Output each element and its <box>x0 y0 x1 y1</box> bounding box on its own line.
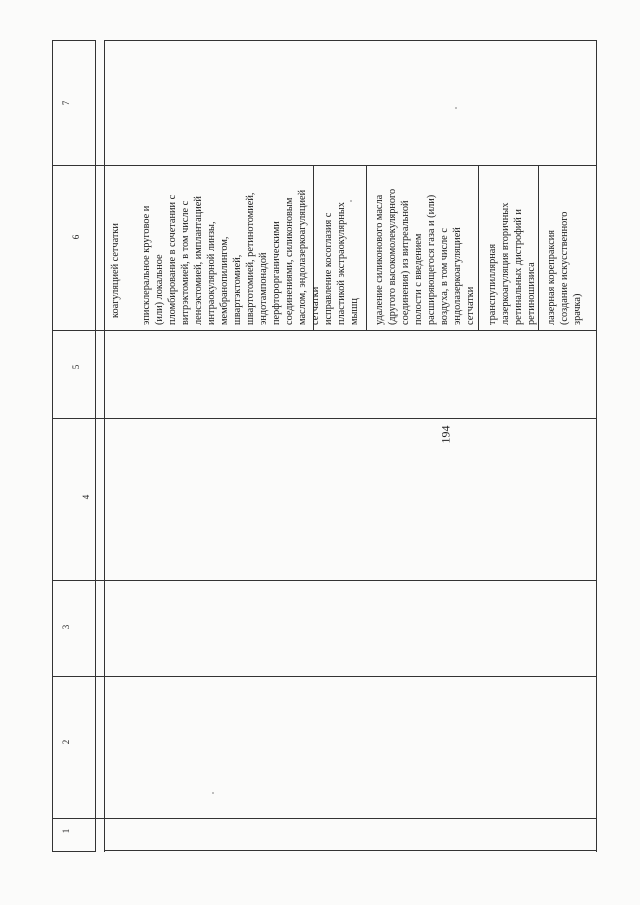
column-number-7: 7 <box>61 100 71 106</box>
cell-scleral-buckling: эписклеральное круговое и (или) локальное пломбирование в сочетании с витрэктомией, в том числе с ленсэктомией, имплантацией интраокулярной линзы, мембранопилингом, швартэктомией, швартотомией, ретинотомией, эндотампонадой перфторорганическими соединениями, силиконовым маслом, эндолазеркоагуляцией сетчатки <box>141 189 321 325</box>
column-number-4: 4 <box>81 494 91 500</box>
column-number-1: 1 <box>61 828 71 834</box>
scan-speck <box>455 107 457 109</box>
cell-silicone-oil-removal: удаление силиконового масла (другого высокомолекулярного соединения) из витреальной полости с введением расширяющегося газа и (или) воздуха, в том числе с эндолазеркоагуляцией сетчатки <box>374 188 476 325</box>
column-number-5: 5 <box>71 364 81 370</box>
column-number-2: 2 <box>61 739 71 745</box>
cell-transpupillary-laser: транспупиллярная лазеркоагуляция вторичных ретинальных дистрофий и ретиношизиса <box>487 202 537 325</box>
scan-speck <box>350 200 352 202</box>
cell-strabismus-correction: исправление косоглазия с пластикой экстраокулярных мышц <box>323 202 360 325</box>
column-number-6: 6 <box>71 234 81 240</box>
scan-speck <box>212 792 214 794</box>
cell-laser-corepraxis: лазерная корепраксия (создание искусственного зрачка) <box>546 211 583 325</box>
column-number-3: 3 <box>61 624 71 630</box>
cell-coagulation: коагуляцией сетчатки <box>110 223 121 318</box>
page-number: 194 <box>438 425 453 444</box>
